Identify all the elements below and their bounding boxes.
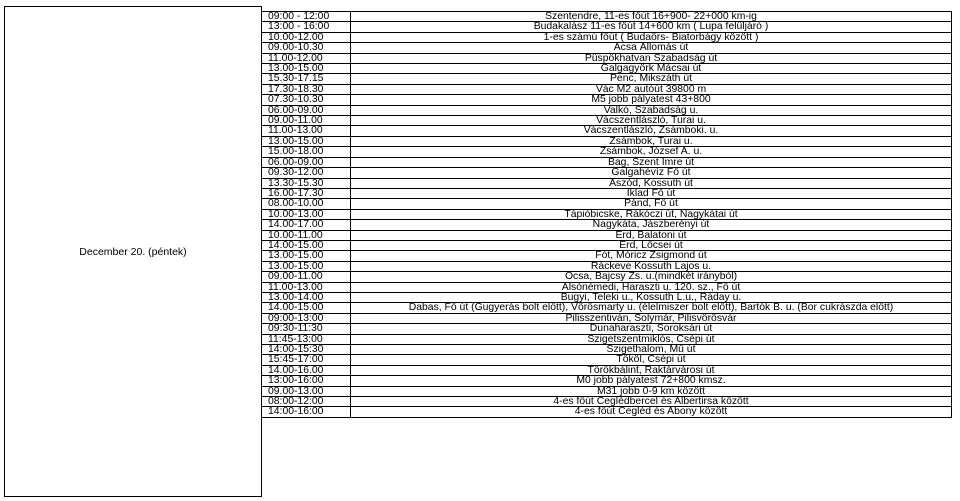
time-cell: 09.00-13.00: [262, 387, 351, 396]
table-row: [262, 220, 951, 230]
table-row: [262, 85, 951, 95]
table-row: [262, 64, 951, 74]
time-cell: 09:00 - 12:00: [262, 12, 351, 21]
time-cell: 06.00-09.00: [262, 106, 351, 115]
table-row: [262, 22, 951, 32]
location-cell: Érd, Lőcsei út: [619, 240, 683, 251]
location-cell: 4-es főút Cegléd és Abony között: [574, 407, 728, 417]
location-cell: Iklad Fő út: [626, 188, 676, 199]
location-cell: Zsámbok, József A. u.: [599, 147, 703, 157]
location-cell: Szentendre, 11-es főút 16+900- 22+000 km-ig: [545, 12, 757, 22]
table-row: [262, 210, 951, 220]
location-cell: Galgahévíz Fő út: [611, 168, 691, 178]
time-cell: 14.00-15.00: [262, 303, 351, 312]
date-cell: [4, 6, 262, 497]
time-cell: 07.30-10.30: [262, 95, 351, 104]
table-row: [262, 33, 951, 43]
time-cell: 15.00-18.00: [262, 147, 351, 156]
time-cell: 11:45-13:00: [262, 335, 351, 344]
table-row: [262, 54, 951, 64]
time-cell: 11.00-13.00: [262, 283, 351, 292]
location-cell: Bugyi, Teleki u., Kossuth L.u., Ráday u.: [560, 292, 742, 303]
location-cell: Ráckeve Kossuth Lajos u.: [590, 261, 712, 272]
table-row: [262, 251, 951, 261]
location-cell: Vácszentlászló, Turai u.: [596, 116, 706, 126]
location-cell: Nagykáta, Jászberényi út: [592, 220, 710, 230]
location-cell: M0 jobb pályatest 72+800 kmsz.: [576, 376, 726, 386]
table-row: [262, 241, 951, 251]
location-cell: Ócsa, Bajcsy Zs. u.(mindkét irányból): [564, 272, 738, 282]
table-row: [262, 231, 951, 241]
location-cell: Szigethalom, Mű út: [606, 345, 696, 355]
location-cell: Dunaharaszti, Soroksári út: [589, 324, 713, 334]
table-row: [262, 303, 951, 313]
time-cell: 13.00-15.00: [262, 64, 351, 73]
table-row: [262, 12, 951, 22]
location-cell: 4-es főút Ceglédbercel és Albertirsa között: [553, 397, 749, 407]
table-row: [262, 397, 951, 407]
table-row: [262, 283, 951, 293]
time-cell: 09.00-10.30: [262, 43, 351, 52]
table-row: [262, 366, 951, 376]
time-cell: 08.00-10.00: [262, 199, 351, 208]
time-cell: 14.00-15.00: [262, 241, 351, 250]
time-cell: 11.00-12.00: [262, 54, 351, 63]
table-row: [262, 314, 951, 324]
location-cell: Szigetszentmiklós, Csépi út: [587, 334, 715, 344]
table-row: [262, 43, 951, 53]
time-cell: 09:00-13:00: [262, 314, 351, 323]
table-row: [262, 189, 951, 199]
location-cell: Bag, Szent Imre út: [607, 157, 695, 168]
location-cell: Valkó, Szabadság u.: [603, 105, 699, 116]
table-row: [262, 355, 951, 365]
table-row: [262, 272, 951, 282]
time-cell: 11.00-13.00: [262, 126, 351, 135]
location-cell: Galgagyörk Mácsai út: [600, 64, 702, 74]
location-cell: Acsa Állomás út: [613, 43, 689, 53]
location-cell: M5 jobb pályatest 43+800: [591, 95, 711, 105]
location-cell: Vác M2 autóút 39800 m: [595, 84, 707, 95]
table-row: [262, 158, 951, 168]
location-cell: Zsámbok, Turai u.: [609, 136, 693, 147]
location-cell: 1-es számú főút ( Budaörs- Biatorbágy között ): [543, 32, 759, 43]
time-cell: 15:45-17:00: [262, 355, 351, 364]
location-cell: Törökbálint, Raktárvárosi út: [587, 365, 715, 376]
time-cell: 06.00-09.00: [262, 158, 351, 167]
location-cell: Püspökhatvan Szabadság út: [584, 53, 718, 64]
time-cell: 10.00-13.00: [262, 210, 351, 219]
table-row: [262, 324, 951, 334]
table-row: [262, 387, 951, 397]
time-cell: 13.00-14.00: [262, 293, 351, 302]
time-cell: 15.30-17.15: [262, 74, 351, 83]
location-cell: Vácszentlászló, Zsámboki. u.: [583, 126, 719, 136]
location-cell: Érd, Balatoni út: [615, 230, 687, 240]
time-cell: 09.00-11.00: [262, 116, 351, 125]
table-row: [262, 126, 951, 136]
date-label: December 20. (péntek): [79, 245, 187, 258]
table-row: [262, 74, 951, 84]
time-cell: 08:00-12:00: [262, 397, 351, 406]
time-cell: 09.30-12.00: [262, 168, 351, 177]
location-cell: Fót, Móricz Zsigmond út: [595, 251, 707, 261]
time-cell: 14.00-17.00: [262, 220, 351, 229]
time-cell: 09.00-11.00: [262, 272, 351, 281]
table-row: [262, 147, 951, 157]
time-cell: 13.00-15.00: [262, 262, 351, 271]
time-cell: 13:00-16:00: [262, 376, 351, 385]
time-cell: 17.30-18.30: [262, 85, 351, 94]
table-row: [262, 199, 951, 209]
location-cell: Tököl, Csépi út: [616, 355, 686, 365]
location-cell: Budakalász 11-es főút 14+600 km ( Lupa felüljáró ): [533, 22, 769, 32]
time-cell: 14:00-16:00: [262, 407, 351, 416]
table-row: [262, 168, 951, 178]
time-cell: 10.00-11.00: [262, 231, 351, 240]
time-cell: 13.30-15.30: [262, 179, 351, 188]
location-cell: Penc, Mikszáth út: [609, 74, 692, 84]
table-row: [262, 179, 951, 189]
table-row: [262, 262, 951, 272]
time-cell: 13:00 - 16:00: [262, 22, 351, 31]
time-cell: 13.00-15.00: [262, 137, 351, 146]
table-row: [262, 95, 951, 105]
location-cell: Alsónémedi, Haraszti u. 120. sz., Fő út: [561, 282, 741, 292]
table-row: [262, 137, 951, 147]
table-row: [262, 345, 951, 355]
table-row: [262, 106, 951, 116]
schedule-table: [262, 11, 952, 418]
location-cell: Pilisszentiván, Solymár, Pilisvörösvár: [565, 313, 737, 324]
location-cell: Tápióbicske, Rákóczi út, Nagykátai út: [564, 209, 738, 220]
time-cell: 14:00-15:30: [262, 345, 351, 354]
time-cell: 16.00-17.30: [262, 189, 351, 198]
location-cell: Pánd, Fő út: [624, 199, 678, 209]
location-cell: Dabas, Fő út (Gugyerás bolt előtt), Vörösmarty u. (élelmiszer bolt előtt), Bartók B. u. (Bor cukrászda előtt): [408, 303, 894, 313]
table-row: [262, 293, 951, 303]
location-cell: M31 jobb 0-9 km között: [597, 386, 705, 397]
table-row: [262, 376, 951, 386]
location-cell: Aszód, Kossuth út: [609, 178, 693, 188]
table-row: [262, 407, 951, 417]
time-cell: 10.00-12.00: [262, 33, 351, 42]
time-cell: 13.00-15.00: [262, 251, 351, 260]
table-row: [262, 335, 951, 345]
time-cell: 14.00-16.00: [262, 366, 351, 375]
time-cell: 09:30-11:30: [262, 324, 351, 333]
table-row: [262, 116, 951, 126]
